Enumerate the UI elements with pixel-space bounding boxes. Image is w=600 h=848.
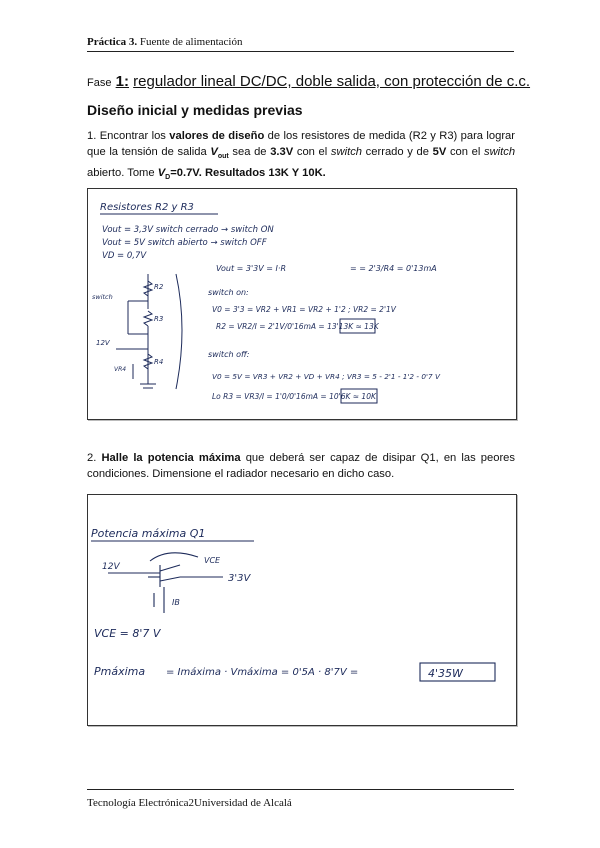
hand2-v-out: 3'3V <box>228 573 251 584</box>
item1-text-2: de los resistores de medida (R2 y R3) para lograr que la tensión de salida <box>87 130 515 158</box>
hand2-p-label: Pmáxima <box>94 665 146 678</box>
item1-text-6: con el <box>449 146 481 158</box>
resistor-sketch <box>88 189 516 419</box>
item1-vd-sub: D <box>165 174 171 182</box>
circuit-switch-label: switch <box>92 293 113 301</box>
hand1-line-2: Vout = 5V switch abierto → switch OFF <box>102 238 267 248</box>
hand1-title: Resistores R2 y R3 <box>100 202 194 213</box>
curve-arrow <box>176 274 182 389</box>
item1-italic-1: switch <box>330 146 363 158</box>
item1-bold-1: valores de diseño <box>169 130 265 142</box>
hand1-line-9: switch off: <box>208 350 250 359</box>
hand1-line-1: Vout = 3,3V switch cerrado → switch ON <box>102 225 274 235</box>
hand2-ib-label: IB <box>172 598 180 607</box>
hand1-line-6: switch on: <box>208 288 249 297</box>
hand1-line-3: VD = 0,7V <box>102 251 147 261</box>
practice-label: Práctica 3. <box>87 36 138 48</box>
item1-vd: V <box>157 167 166 180</box>
handwritten-notes-power <box>87 494 517 726</box>
hand1-line-8: R2 = VR2/I = 2'1V/0'16mA = 13'13K ≈ 13K <box>216 322 379 331</box>
item2-paragraph <box>87 450 515 482</box>
item1-text-1: Encontrar los <box>99 130 166 142</box>
item1-vout: V <box>210 146 218 158</box>
item1-number: 1. <box>87 130 97 142</box>
item1-italic-2: switch <box>484 146 516 158</box>
section-title: Diseño inicial y medidas previas <box>87 102 303 118</box>
item1-bold-3: 5V <box>432 146 447 158</box>
circuit-vr4-label: VR4 <box>114 366 127 373</box>
item1-text-3: sea de <box>232 146 267 158</box>
circuit-r4-label: R4 <box>154 358 164 366</box>
phase-prefix: Fase <box>87 77 112 89</box>
item2-text-1: que deberá ser capaz de disipar Q1, en las peores condiciones. Dimensione el radiador necesario en dicho caso. <box>87 452 516 480</box>
vce-arc <box>150 553 198 561</box>
circuit-r2-label: R2 <box>154 283 164 291</box>
item1-bold-4: =0.7V. Resultados 13K Y 10K. <box>170 167 326 180</box>
circuit-r3-label: R3 <box>154 315 164 323</box>
resistor-r3 <box>144 311 152 326</box>
phase-title-text: regulador lineal DC/DC, doble salida, con protección de c.c. <box>133 73 531 90</box>
phase-title <box>87 73 530 90</box>
hand1-line-10: V0 = 5V = VR3 + VR2 + VD + VR4 ; VR3 = 5 - 2'1 - 1'2 - 0'7 V <box>212 372 440 381</box>
hand1-line-7: V0 = 3'3 = VR2 + VR1 = VR2 + 1'2 ; VR2 = 2'1V <box>212 305 396 314</box>
item1-text-5: cerrado y de <box>365 146 429 158</box>
hand1-line-5: = = 2'3/R4 = 0'13mA <box>350 264 437 273</box>
hand1-line-4: Vout = 3'3V = I·R <box>216 264 286 273</box>
item1-bold-2: 3.3V <box>270 146 294 158</box>
page-footer: Tecnología Electrónica2Universidad de Alcalá <box>87 797 292 809</box>
emitter-line <box>160 565 180 571</box>
item1-text-7: abierto. Tome <box>87 167 155 180</box>
hand2-title: Potencia máxima Q1 <box>91 527 206 540</box>
circuit-12v-label: 12V <box>96 339 110 347</box>
hand2-v-in: 12V <box>102 562 120 572</box>
hand1-line-11: Lo R3 = VR3/I = 1'0/0'16mA = 10'6K ≈ 10K <box>212 392 376 401</box>
page-header <box>87 36 242 48</box>
handwritten-notes-resistors <box>87 188 517 420</box>
item2-number: 2. <box>87 452 97 464</box>
item2-bold-1: Halle la potencia máxima <box>101 452 241 464</box>
item1-vout-sub: out <box>217 153 229 161</box>
hand2-vce-label: VCE <box>204 556 221 565</box>
hand2-vce-equation: VCE = 8'7 V <box>94 627 161 640</box>
header-rule <box>87 51 514 52</box>
item1-text-4: con el <box>296 146 328 158</box>
hand2-p-result: 4'35W <box>428 667 463 680</box>
footer-rule <box>87 789 514 790</box>
item1-paragraph <box>87 128 515 186</box>
practice-title: Fuente de alimentación <box>139 36 243 48</box>
power-sketch <box>88 495 516 725</box>
phase-number: 1: <box>115 73 129 90</box>
hand2-p-equation: = Imáxima · Vmáxima = 0'5A · 8'7V = <box>166 667 359 678</box>
collector-line <box>160 577 180 581</box>
